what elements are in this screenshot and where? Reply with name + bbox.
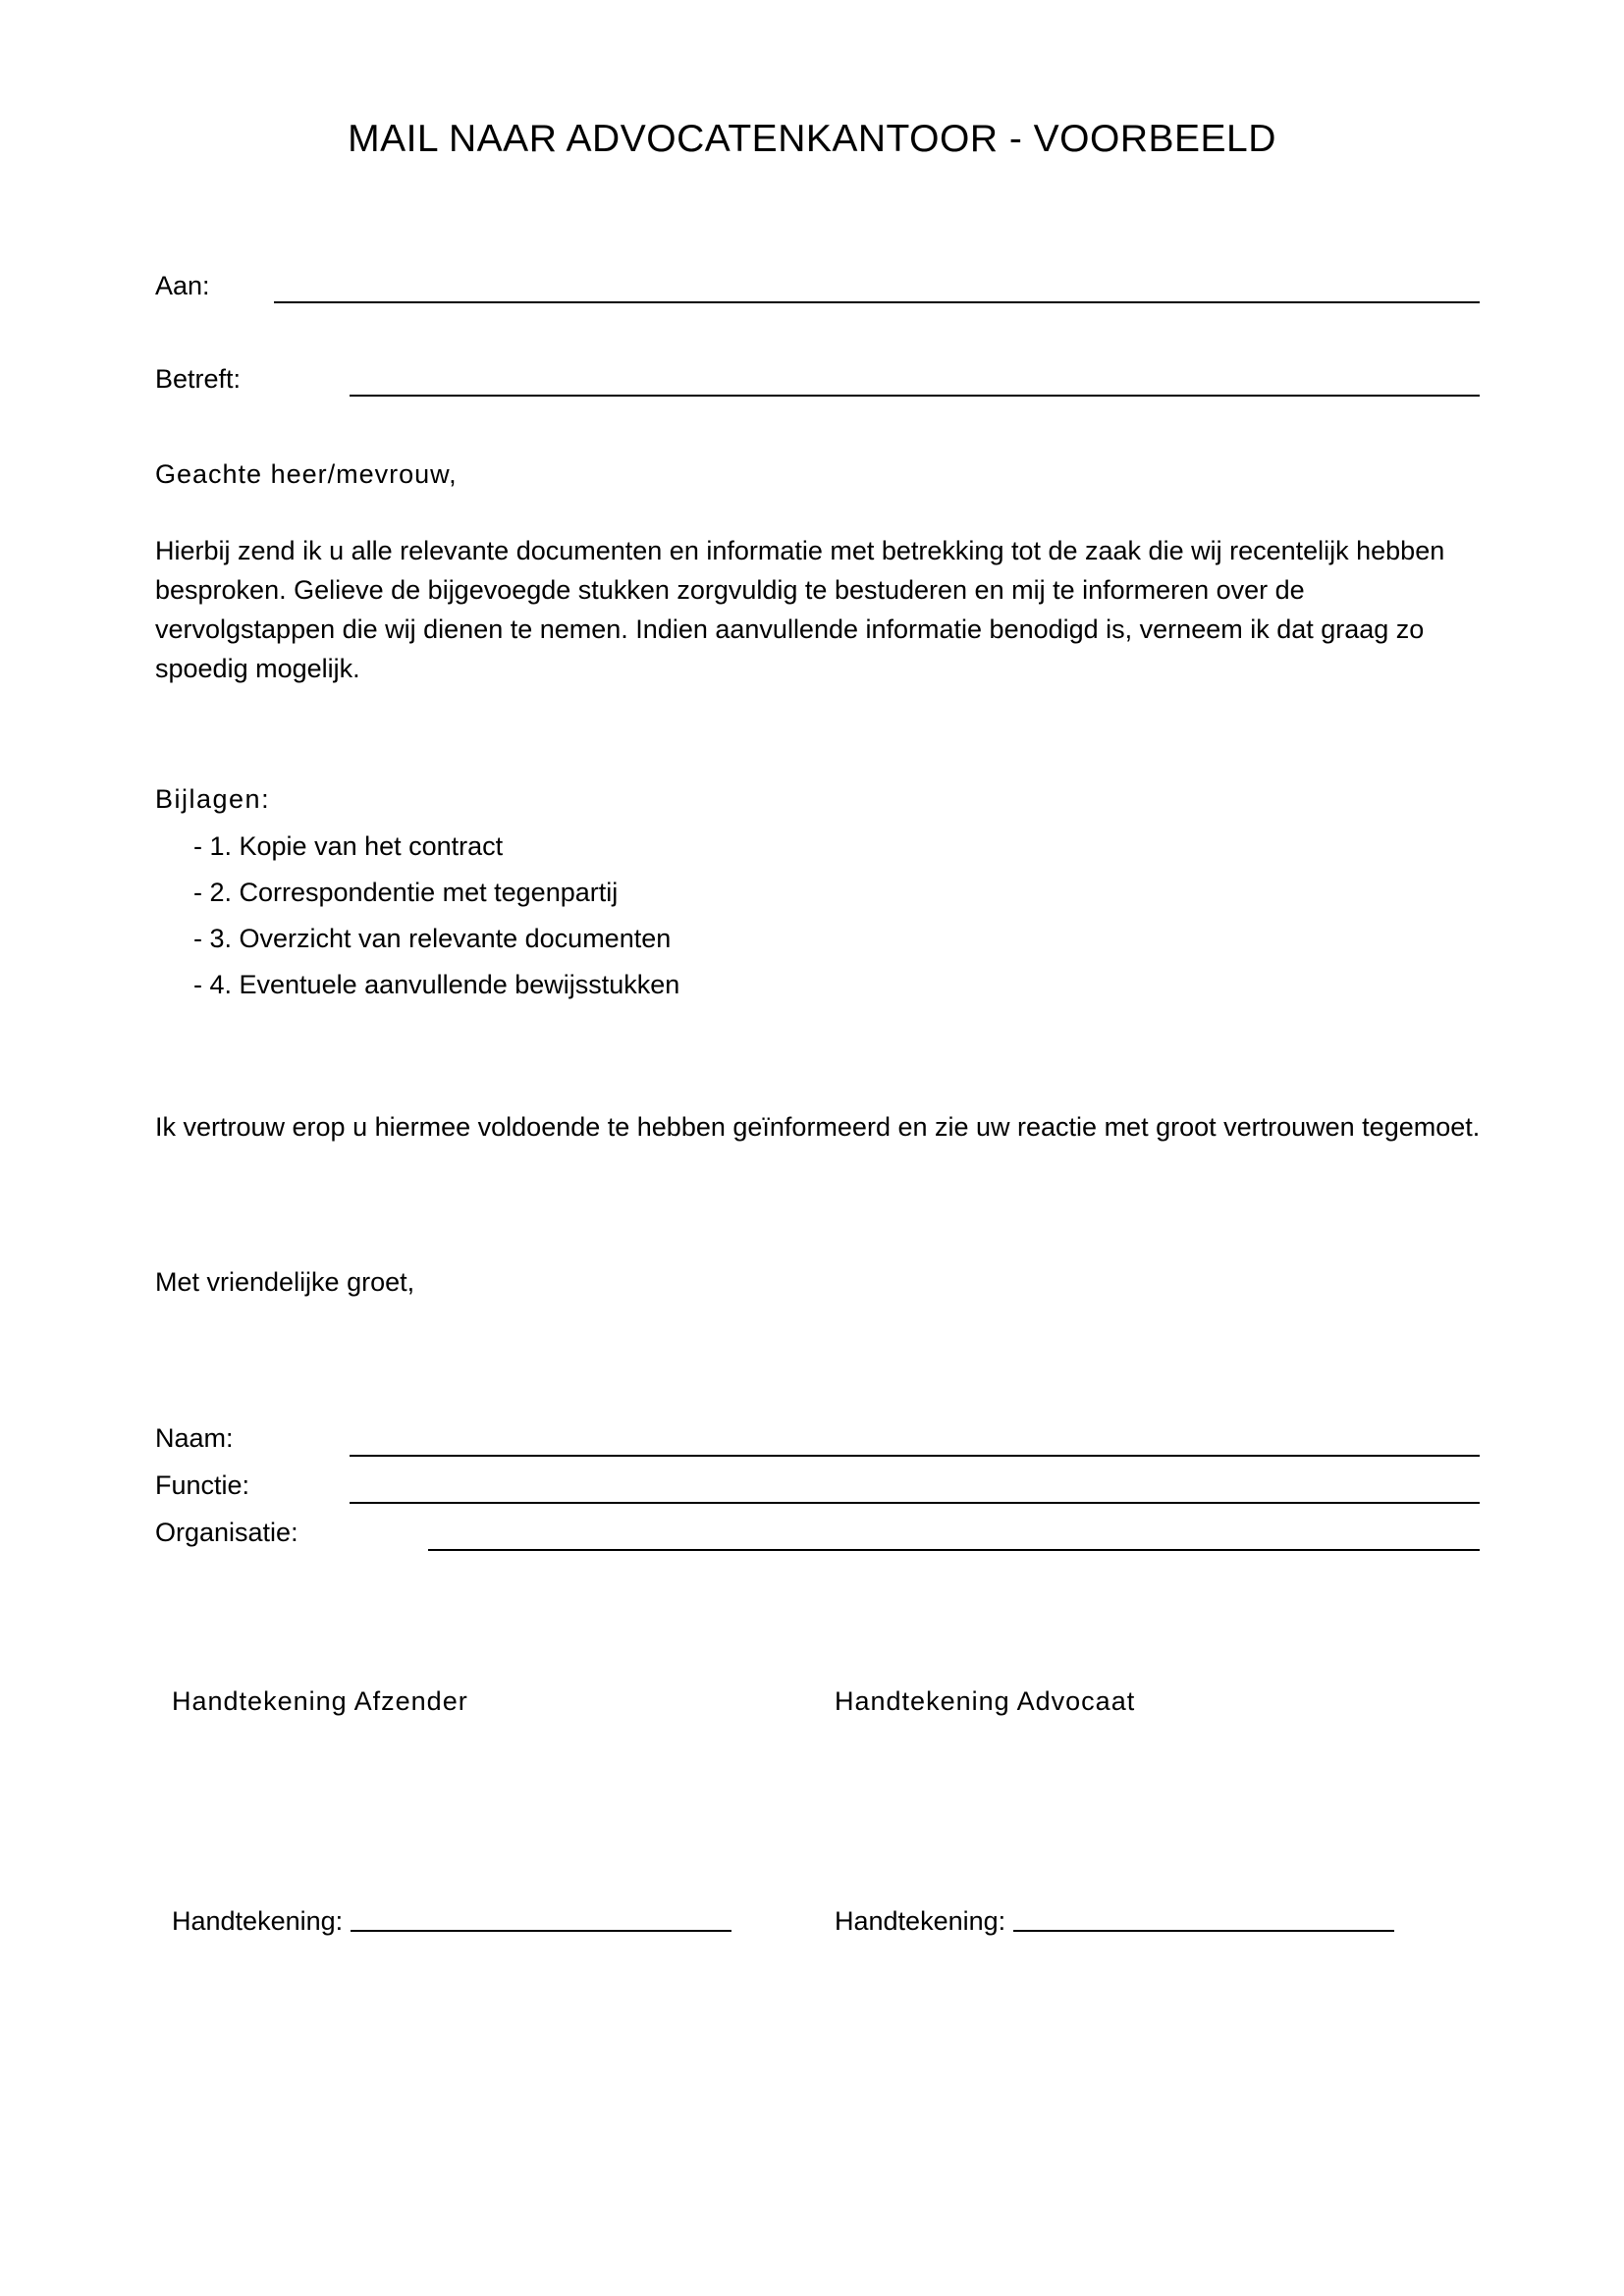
functie-label: Functie:	[155, 1470, 250, 1500]
aan-label: Aan:	[155, 271, 210, 300]
sign-off: Met vriendelijke groet,	[155, 1267, 415, 1297]
sender-signature-field[interactable]	[351, 1930, 731, 1932]
naam-label: Naam:	[155, 1423, 234, 1453]
lawyer-signature-label: Handtekening:	[835, 1906, 1006, 1936]
attachments-heading: Bijlagen:	[155, 784, 271, 814]
sender-signature-heading: Handtekening Afzender	[172, 1686, 468, 1716]
sender-signature-label: Handtekening:	[172, 1906, 344, 1936]
attachment-item: - 3. Overzicht van relevante documenten	[193, 924, 672, 953]
sender-signature-line	[172, 1904, 731, 1938]
attachments-list	[193, 829, 679, 1014]
attachment-item: - 1. Kopie van het contract	[193, 831, 504, 861]
page-title: MAIL NAAR ADVOCATENKANTOOR - VOORBEELD	[348, 118, 1276, 160]
attachment-item: - 2. Correspondentie met tegenpartij	[193, 878, 619, 907]
closing-paragraph: Ik vertrouw erop u hiermee voldoende te hebben geïnformeerd en zie uw reactie met groot vertrouwen tegemoet.	[155, 1112, 1481, 1142]
functie-input-line[interactable]	[350, 1502, 1480, 1504]
naam-input-line[interactable]	[350, 1455, 1480, 1457]
salutation: Geachte heer/mevrouw,	[155, 459, 458, 489]
aan-input-line[interactable]	[274, 301, 1480, 303]
lawyer-signature-line	[835, 1904, 1394, 1938]
organisatie-input-line[interactable]	[428, 1549, 1480, 1551]
betreft-label: Betreft:	[155, 364, 242, 394]
lawyer-signature-field[interactable]	[1013, 1930, 1394, 1932]
attachment-item: - 4. Eventuele aanvullende bewijsstukken	[193, 970, 680, 999]
betreft-input-line[interactable]	[350, 395, 1480, 397]
organisatie-label: Organisatie:	[155, 1518, 298, 1547]
intro-paragraph: Hierbij zend ik u alle relevante documenten en informatie met betrekking tot de zaak die wij recentelijk hebben besproken. Gelieve de bijgevoegde stukken zorgvuldig te bestuderen en mij te informeren over de vervolgstappen die wij dienen te nemen. Indien aanvullende informatie benodigd is, verneem ik dat graag zo spoedig mogelijk.	[155, 536, 1445, 683]
lawyer-signature-heading: Handtekening Advocaat	[835, 1686, 1136, 1716]
